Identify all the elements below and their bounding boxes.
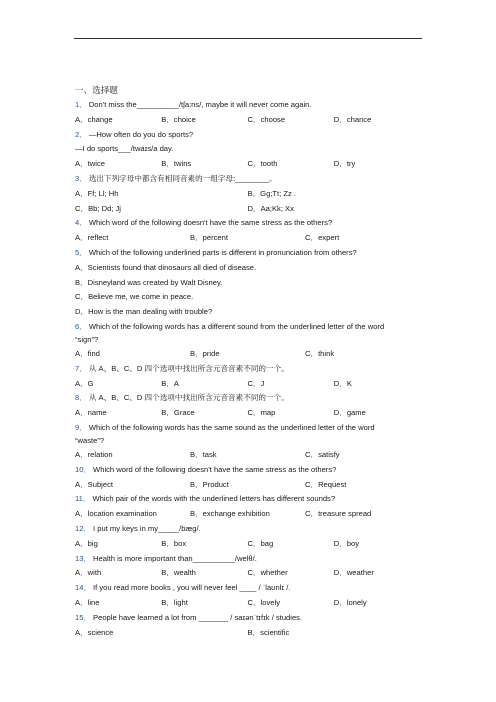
question-14 — [75, 581, 420, 596]
question-12-options — [75, 537, 420, 552]
question-text: Health is more important than__________/welθ/. — [93, 553, 257, 563]
question-text-line2: “sign”? — [75, 335, 99, 345]
question-3-options-cd — [75, 202, 420, 217]
option-b[interactable]: B．Disneyland was created by Walt Disney. — [75, 277, 223, 287]
option-d[interactable]: D．How is the man dealing with trouble? — [75, 307, 213, 317]
question-6 — [75, 320, 420, 334]
question-10-options — [75, 478, 420, 493]
question-11 — [75, 492, 420, 507]
question-number: 15． — [75, 612, 92, 622]
option-b[interactable]: B．task — [190, 449, 217, 459]
option-a[interactable]: A．change — [75, 114, 113, 124]
question-number: 13． — [75, 553, 92, 563]
question-text: Which word of the following doesn't have the same stress as the others? — [93, 464, 337, 474]
question-text: Which of the following words has the same sound as the underlined letter of the word — [88, 422, 375, 432]
option-c[interactable]: C．map — [247, 408, 276, 418]
question-14-options — [75, 596, 420, 611]
option-c[interactable]: C．think — [305, 348, 335, 358]
question-6-line2 — [75, 333, 420, 347]
option-b[interactable]: B．Product — [190, 479, 229, 489]
question-13-options — [75, 566, 420, 581]
option-b[interactable]: B．Grace — [161, 408, 195, 418]
question-text: If you read more books , you will never feel ____ / ˈlaʊnlɪ /. — [93, 583, 291, 593]
option-a[interactable]: A．twice — [75, 159, 105, 169]
question-12 — [75, 522, 420, 537]
option-a[interactable]: A．Ff; Ll; Hh — [75, 188, 119, 198]
question-number: 11． — [75, 494, 91, 504]
option-d[interactable]: D．try — [333, 159, 356, 169]
option-a[interactable]: A．with — [75, 568, 102, 578]
question-text: Which word of the following doesn't have the same stress as the others? — [88, 218, 333, 228]
question-number: 6． — [75, 321, 87, 331]
exam-content — [75, 84, 420, 640]
question-3-options-ab — [75, 187, 420, 202]
option-a[interactable]: A．G — [75, 378, 94, 388]
question-13 — [75, 552, 420, 567]
question-11-options — [75, 507, 420, 522]
option-c[interactable]: C．choose — [247, 114, 286, 124]
option-b[interactable]: B．box — [161, 538, 187, 548]
question-15 — [75, 611, 420, 626]
option-c[interactable]: C．lovely — [247, 597, 280, 607]
question-7 — [75, 362, 420, 377]
option-b[interactable]: B．pride — [190, 348, 220, 358]
question-5-option-a-row — [75, 261, 420, 276]
question-10 — [75, 463, 420, 478]
question-2-dialogue — [75, 142, 420, 157]
question-5-option-c-row — [75, 290, 420, 305]
question-15-options — [75, 626, 420, 641]
option-a[interactable]: A．location examination — [75, 509, 157, 519]
question-text-line2: “waste”? — [75, 436, 105, 446]
option-c[interactable]: C．treasure spread — [305, 509, 372, 519]
option-b[interactable]: B．exchange exhibition — [190, 509, 270, 519]
question-7-options — [75, 377, 420, 392]
option-d[interactable]: D．K — [333, 378, 352, 388]
question-number: 1． — [75, 100, 87, 109]
option-a[interactable]: A．line — [75, 597, 100, 607]
option-c[interactable]: C．tooth — [247, 159, 278, 169]
option-a[interactable]: A．science — [75, 627, 114, 637]
question-text: I put my keys in my_____/bæg/. — [93, 523, 201, 533]
question-1 — [75, 98, 420, 113]
option-d[interactable]: D．weather — [333, 568, 374, 578]
option-c[interactable]: C．bag — [247, 538, 274, 548]
option-c[interactable]: C．expert — [305, 233, 340, 243]
question-number: 14． — [75, 583, 92, 593]
option-d[interactable]: D．Aa;Kk; Xx — [247, 203, 294, 213]
option-d[interactable]: D．chance — [333, 114, 372, 124]
question-number: 7． — [75, 363, 87, 373]
question-number: 8． — [75, 393, 87, 403]
question-number: 9． — [75, 422, 87, 432]
question-text: People have learned a lot from _______ / saɪənˈtɪfɪk / studies. — [93, 612, 303, 622]
option-c[interactable]: C．J — [247, 378, 265, 388]
question-text: Which pair of the words with the underlined letters has different sounds? — [92, 494, 336, 504]
option-a[interactable]: A．name — [75, 408, 107, 418]
option-d[interactable]: D．lonely — [333, 597, 367, 607]
option-c[interactable]: C．Believe me, we come in peace. — [75, 292, 194, 302]
question-8 — [75, 391, 420, 406]
option-b[interactable]: B．Gg;Tt; Zz . — [247, 188, 297, 198]
option-a[interactable]: A．big — [75, 538, 98, 548]
question-9-line2 — [75, 434, 420, 448]
question-1-options — [75, 113, 420, 128]
question-8-options — [75, 406, 420, 421]
option-c[interactable]: C．Bb; Dd; Jj — [75, 203, 121, 213]
question-text: 从 A、B、C、D 四个选项中找出所含元音音素不同的一个。 — [88, 393, 289, 403]
option-b[interactable]: B．wealth — [161, 568, 196, 578]
question-2-options — [75, 157, 420, 172]
option-b[interactable]: B．twins — [161, 159, 192, 169]
question-9-options — [75, 448, 420, 463]
question-text: 选出下列字母中都含有相同音素的一组字母:________。 — [88, 173, 277, 183]
question-text: Which of the following words has a different sound from the underlined letter of the word — [88, 321, 385, 331]
question-number: 2． — [75, 129, 87, 139]
question-2 — [75, 128, 420, 143]
option-a[interactable]: A．reflect — [75, 233, 109, 243]
option-b[interactable]: B．choice — [161, 114, 196, 124]
option-a[interactable]: A．find — [75, 348, 100, 358]
question-text: Which of the following underlined parts is different in pronunciation from others? — [88, 247, 357, 257]
option-b[interactable]: B．A — [161, 378, 179, 388]
option-a[interactable]: A．relation — [75, 449, 113, 459]
question-4 — [75, 216, 420, 231]
question-number: 3． — [75, 173, 87, 183]
question-text: Don't miss the__________/tʃa:ns/, maybe it will never come again. — [88, 100, 312, 109]
option-d[interactable]: D．boy — [333, 538, 360, 548]
option-b[interactable]: B．light — [161, 597, 188, 607]
question-4-options — [75, 231, 420, 246]
question-number: 10． — [75, 464, 92, 474]
question-text: —How often do you do sports? — [88, 129, 194, 139]
question-3 — [75, 172, 420, 187]
question-number: 12． — [75, 523, 92, 533]
question-number: 5． — [75, 247, 87, 257]
option-c[interactable]: C．Request — [305, 479, 347, 489]
question-9 — [75, 421, 420, 435]
question-text: 从 A、B、C、D 四个选项中找出所含元音音素不同的一个。 — [88, 363, 289, 373]
option-b[interactable]: B．percent — [190, 233, 228, 243]
question-6-options — [75, 347, 420, 362]
question-5 — [75, 246, 420, 261]
question-5-option-d-row — [75, 305, 420, 320]
option-a[interactable]: A．Scientists found that dinosaurs all died of disease. — [75, 262, 257, 272]
question-5-option-b-row — [75, 276, 420, 291]
option-c[interactable]: C．satisfy — [305, 449, 340, 459]
option-b[interactable]: B．scientific — [247, 627, 290, 637]
question-number: 4． — [75, 218, 87, 228]
header-rule — [74, 38, 422, 39]
option-d[interactable]: D．game — [333, 408, 366, 418]
option-a[interactable]: A．Subject — [75, 479, 113, 489]
option-c[interactable]: C．whether — [247, 568, 288, 578]
question-text-line2: —I do sports___/twaɪs/a day. — [75, 144, 174, 154]
section-title: 一、选择题 — [75, 85, 118, 95]
